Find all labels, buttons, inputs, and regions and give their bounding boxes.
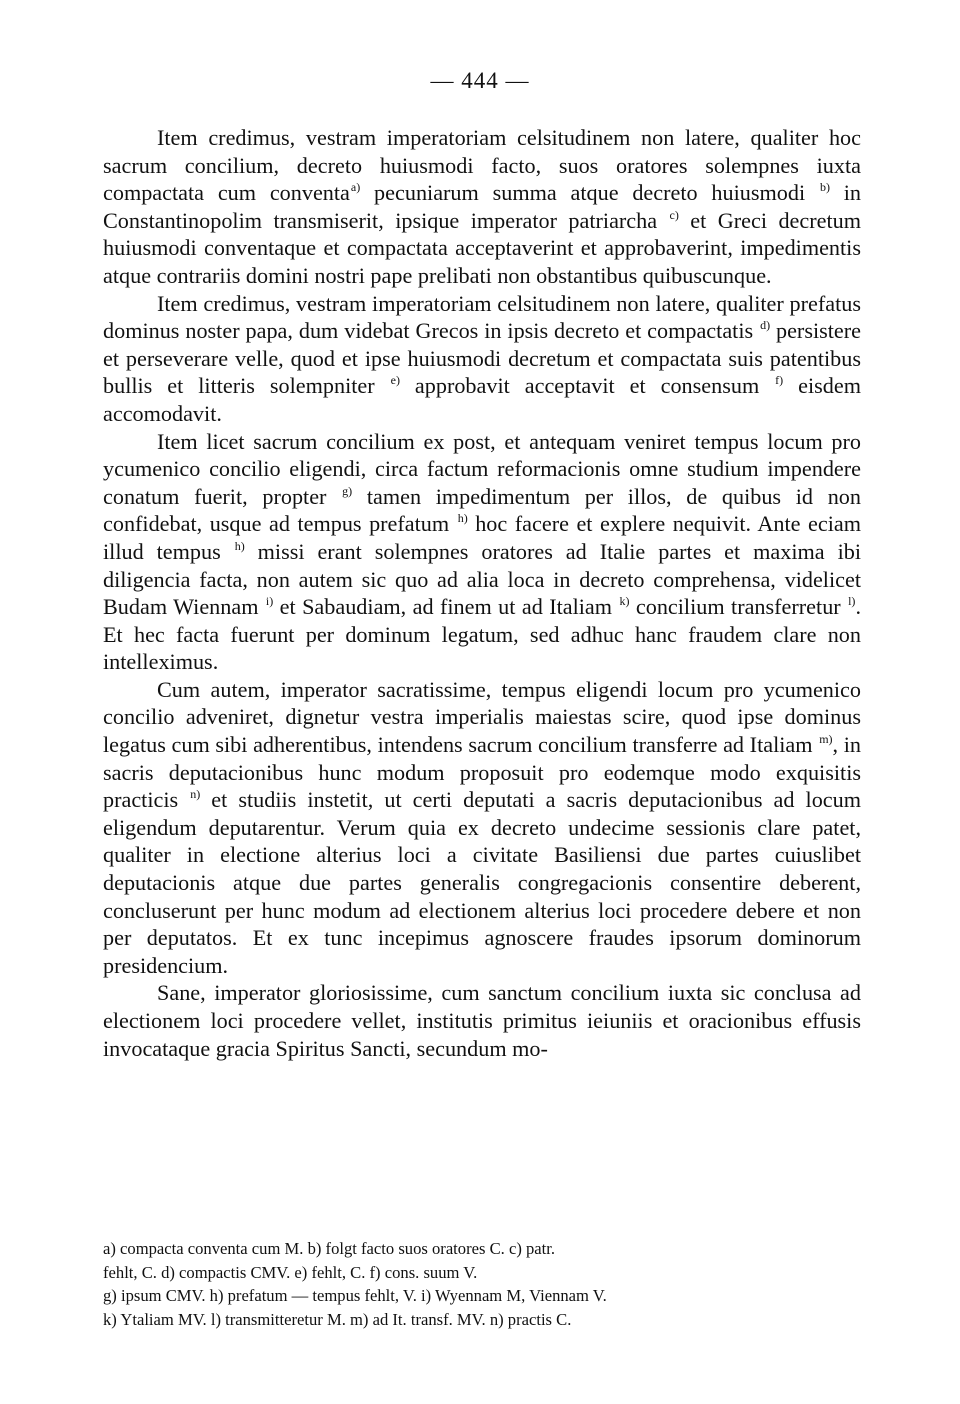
footnote-line: g) ipsum CMV. h) prefatum — tempus fehlt, V. i) Wyennam M, Viennam V. bbox=[103, 1286, 607, 1306]
main-text bbox=[103, 124, 861, 1062]
paragraph: Sane, imperator gloriosissime, cum sanctum concilium iuxta sic conclusa ad electionem loci procedere vellet, institutis primitus ieiuniis et oracionibus effusis invocataque gracia Spiritus Sancti, secundum mo- bbox=[103, 980, 861, 1061]
footnote-marker: n) bbox=[190, 787, 201, 802]
footnote-marker: c) bbox=[669, 207, 679, 222]
footnote-marker: b) bbox=[819, 180, 830, 195]
footnote-marker: e) bbox=[390, 373, 400, 388]
footnote-marker: l) bbox=[848, 594, 856, 609]
paragraph: Item licet sacrum concilium ex post, et antequam veniret tempus locum pro ycumenico concilio eligendi, circa factum reformacionis omne studium impendere conatum fuerit, propter $^{g)}$ tamen impedimentum per illos, de quibus id non confidebat, usque ad tempus prefatum $^{h)}$ hoc facere et explere nequivit. Ante eciam illud tempus $^{h)}$ missi erant solempnes oratores ad Italie partes et maxima ibi diligencia facta, non autem sic quo ad alia loca in decreto comprehensa, videlicet Budam Wiennam $^{i)}$ et Sabaudiam, ad finem ut ad Italiam $^{k)}$ concilium transferretur $^{l)}$. Et hec facta fuerunt per dominum legatum, sed adhuc hanc fraudem clare non intelleximus. bbox=[103, 428, 861, 675]
footnote-marker: h) bbox=[234, 538, 245, 553]
footnote-marker: d) bbox=[760, 318, 771, 333]
footnote-marker: h) bbox=[457, 511, 468, 526]
footnote-line: fehlt, C. d) compactis CMV. e) fehlt, C. f) cons. suum V. bbox=[103, 1262, 478, 1282]
footnote-line: k) Ytaliam MV. l) transmitteretur M. m) ad It. transf. MV. n) practis C. bbox=[103, 1309, 572, 1329]
footnote-marker: k) bbox=[619, 594, 630, 609]
footnote-marker: m) bbox=[819, 732, 833, 747]
footnote-marker: i) bbox=[265, 594, 274, 609]
paragraph: Item credimus, vestram imperatoriam celsitudinem non latere, qualiter hoc sacrum concilium, decreto huiusmodi facto, suos oratores solempnes iuxta compactata cum conventa$^{a)}$ pecuniarum summa atque decreto huiusmodi $^{b)}$ in Constantinopolim transmiserit, ipsique imperator patriarcha $^{c)}$ et Greci decretum huiusmodi conventaque et compactata acceptaverint et approbaverint, impedimentis atque contrariis domini nostri pape prelibati non obstantibus quibuscunque. bbox=[103, 125, 862, 288]
paragraph: Cum autem, imperator sacratissime, tempus eligendi locum pro ycumenico concilio adveniret, dignetur vestra imperialis maiestas scire, quod ipse dominus legatus cum sibi adherentibus, intendens sacrum concilium transferre ad Italiam $^{m)}$, in sacris deputacionibus hunc modum proposuit pro eodemque modo exquisitis practicis $^{n)}$ et studiis instetit, ut certi deputati a sacris deputacionibus ad locum eligendum deputarentur. Verum quia ex decreto undecime sessionis clare patet, qualiter in electione alterius loci a civitate Basiliensi due partes cuiuslibet deputacionis atque due partes generalis congregacionis consentire deberent, concluserunt per hunc modum ad electionem alterius loci procedere debere et non per deputatos. Et ex tunc incepimus agnoscere fraudes ipsorum dominorum presidencium. bbox=[103, 676, 861, 978]
page-number: — 444 — bbox=[430, 68, 530, 93]
footnote-marker: g) bbox=[342, 483, 353, 498]
footnote-marker: f) bbox=[775, 373, 784, 388]
paragraph: Item credimus, vestram imperatoriam celsitudinem non latere, qualiter prefatus dominus noster papa, dum videbat Grecos in ipsis decreto et compactatis $^{d)}$ persistere et perseverare velle, quod et ipse huiusmodi decretum et compactata suis patentibus bullis et litteris solempniter $^{e)}$ approbavit acceptavit et consensum $^{f)}$ eisdem accomodavit. bbox=[103, 290, 861, 426]
footnote-marker: a) bbox=[350, 180, 361, 195]
footnote-line: a) compacta conventa cum M. b) folgt facto suos oratores C. c) patr. bbox=[103, 1239, 556, 1258]
footnotes bbox=[103, 1237, 861, 1331]
